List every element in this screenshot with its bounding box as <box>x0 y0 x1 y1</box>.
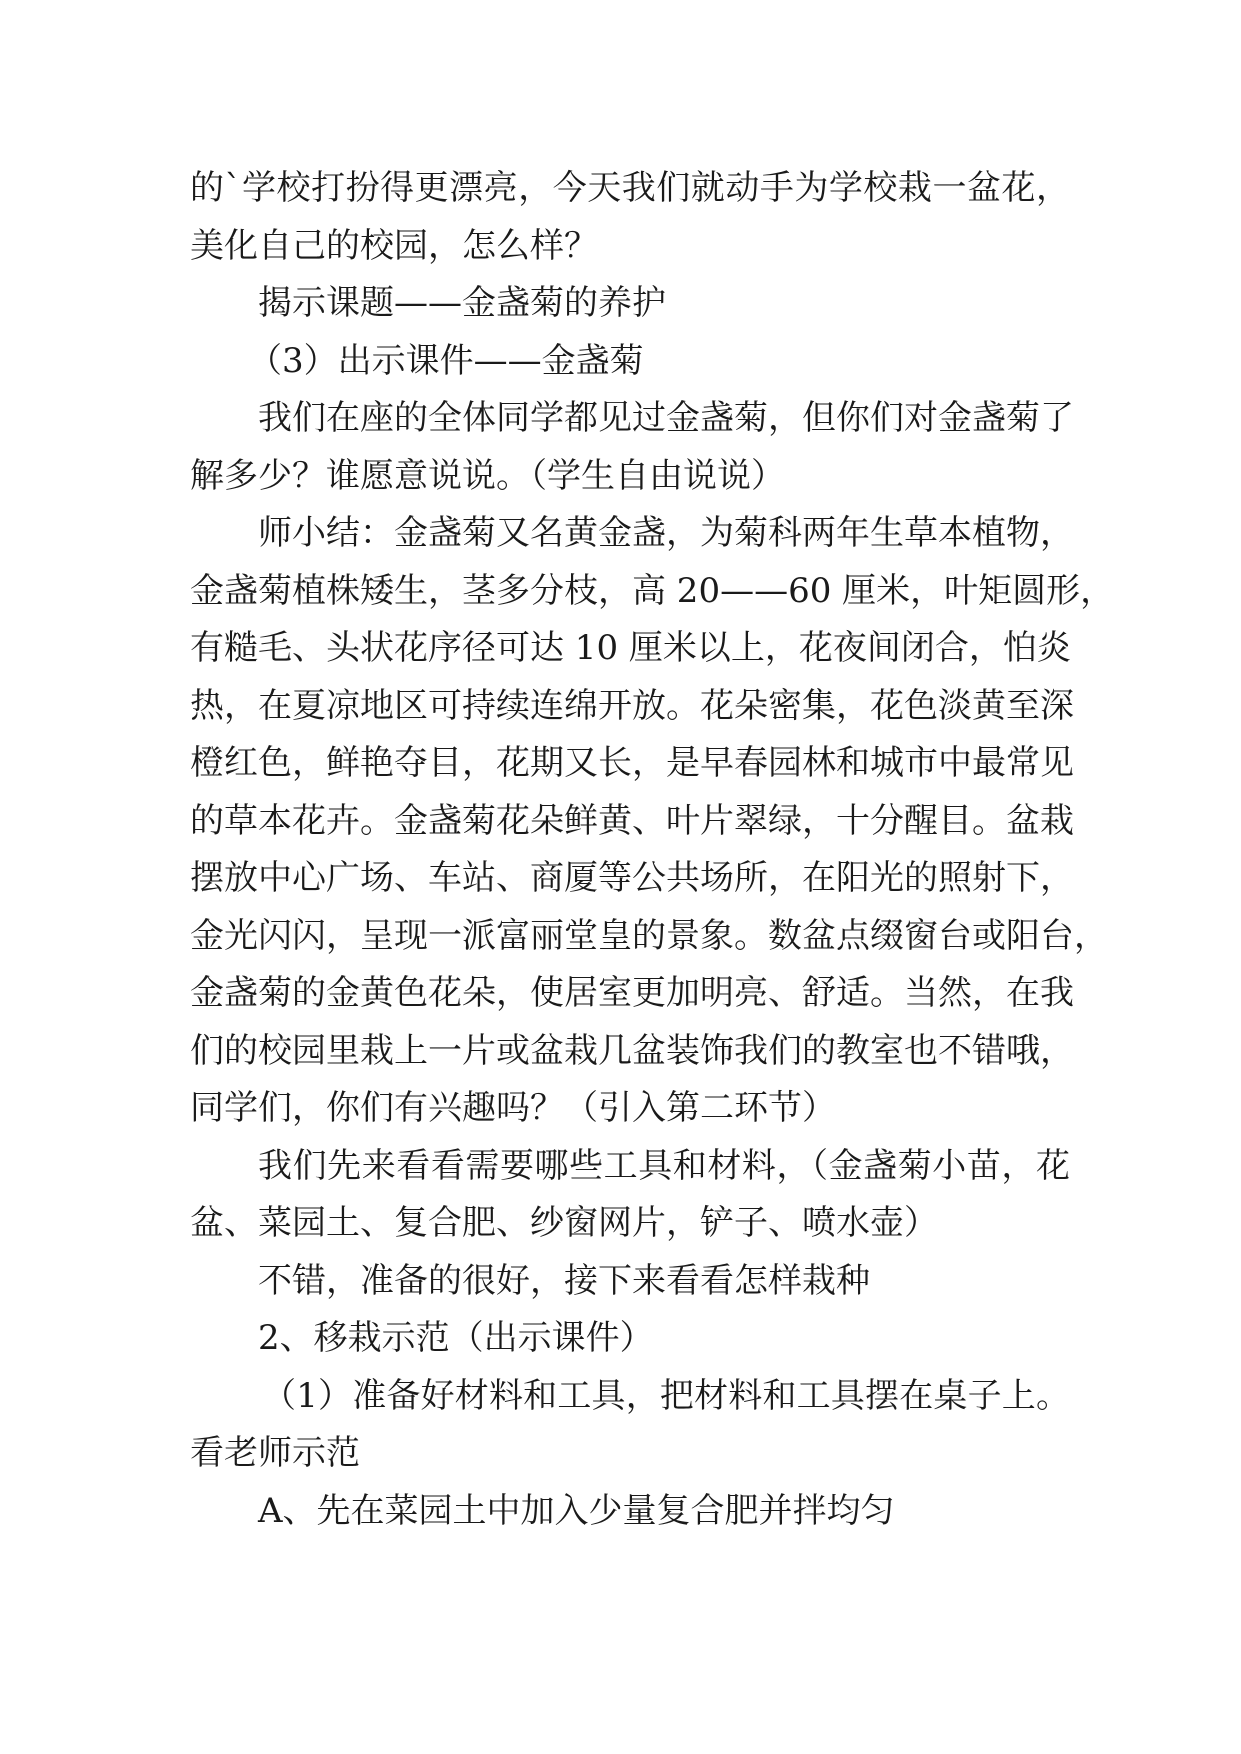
text-line: 师小结：金盏菊又名黄金盏，为菊科两年生草本植物， <box>258 513 1074 553</box>
text-line: 的草本花卉。金盏菊花朵鲜黄、叶片翠绿，十分醒目。盆栽 <box>190 800 1074 841</box>
text-line: （1）准备好材料和工具，把材料和工具摆在桌子上。 <box>262 1375 1070 1416</box>
text-line: 不错，准备的很好，接下来看看怎样栽种 <box>258 1260 870 1301</box>
text-line: 橙红色，鲜艳夺目，花期又长，是早春园林和城市中最常见 <box>190 743 1074 783</box>
text-line: A、先在菜园土中加入少量复合肥并拌均匀 <box>258 1490 895 1531</box>
text-line: 金盏菊植株矮生，茎多分枝，高 20——60 厘米，叶矩圆形， <box>190 570 1115 611</box>
text-line: 金盏菊的金黄色花朵，使居室更加明亮、舒适。当然，在我 <box>190 973 1074 1013</box>
text-line: 揭示课题——金盏菊的养护 <box>258 283 666 323</box>
text-line: 金光闪闪，呈现一派富丽堂皇的景象。数盆点缀窗台或阳台， <box>190 915 1108 956</box>
text-line: （3）出示课件——金盏菊 <box>248 340 644 381</box>
text-line: 的`学校打扮得更漂亮，今天我们就动手为学校栽一盆花， <box>190 168 1070 208</box>
document-body <box>190 160 1115 1540</box>
text-line: 2、移栽示范（出示课件） <box>258 1318 654 1358</box>
text-line: 盆、菜园土、复合肥、纱窗网片，铲子、喷水壶） <box>190 1203 938 1243</box>
text-line: 我们先来看看需要哪些工具和材料，（金盏菊小苗，花 <box>258 1145 1070 1186</box>
text-line: 热，在夏凉地区可持续连绵开放。花朵密集，花色淡黄至深 <box>190 685 1074 726</box>
text-line: 有糙毛、头状花序径可达 10 厘米以上，花夜间闭合，怕炎 <box>190 628 1071 668</box>
text-line: 看老师示范 <box>190 1433 360 1473</box>
text-line: 解多少？谁愿意说说。（学生自由说说） <box>190 455 785 496</box>
text-line: 摆放中心广场、车站、商厦等公共场所，在阳光的照射下， <box>190 858 1074 898</box>
text-line: 们的校园里栽上一片或盆栽几盆装饰我们的教室也不错哦， <box>190 1030 1074 1071</box>
text-line: 同学们，你们有兴趣吗？（引入第二环节） <box>190 1088 836 1128</box>
text-line: 美化自己的校园，怎么样？ <box>190 225 598 266</box>
text-line: 我们在座的全体同学都见过金盏菊，但你们对金盏菊了 <box>258 398 1074 438</box>
